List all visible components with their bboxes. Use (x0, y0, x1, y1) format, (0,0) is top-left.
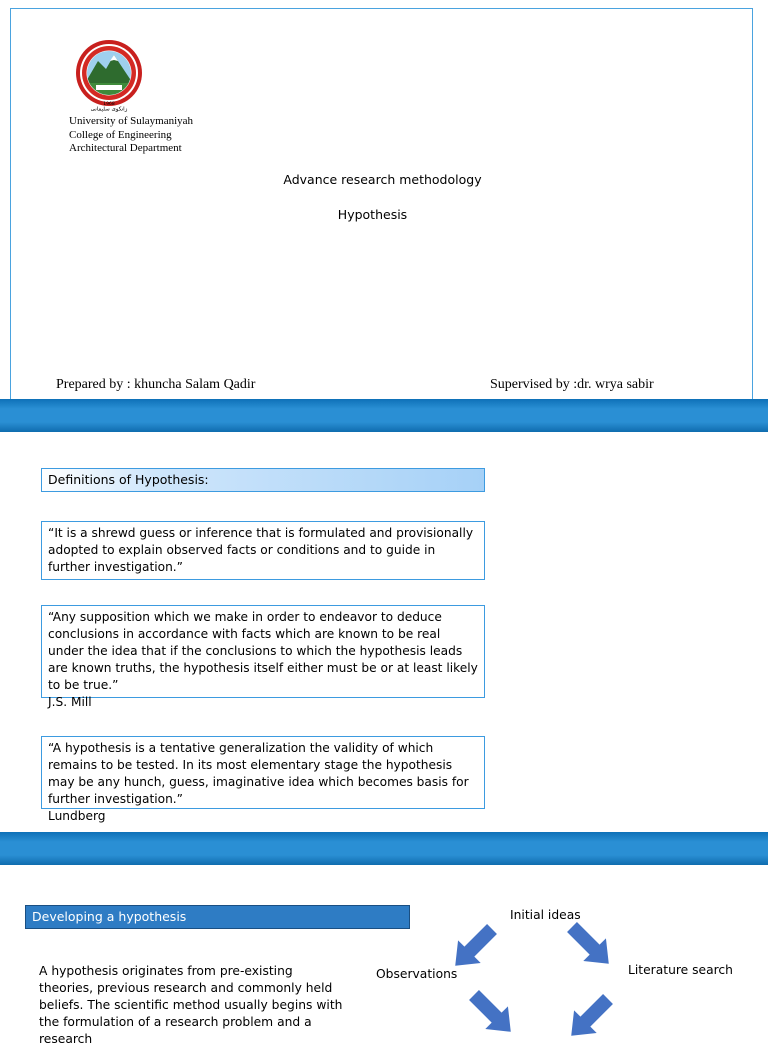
university-seal-icon (66, 39, 152, 111)
definitions-header: Definitions of Hypothesis: (41, 468, 485, 492)
cycle-arrow-icon (444, 918, 503, 977)
definition-box (41, 521, 485, 580)
institution-block (69, 115, 193, 156)
college-name: College of Engineering (69, 128, 172, 141)
definition-quote: “It is a shrewd guess or inference that is formulated and provisionally adopted to explain observed facts or conditions and to guide in further investigation.” (48, 526, 474, 574)
definition-quote: “Any supposition which we make in order to endeavor to deduce conclusions in accordance with facts which are known to be real under the idea that if the conclusions to which the hypothesis leads are known truths, the hypothesis itself either must be or at least likely to be true.” (48, 610, 478, 692)
definition-author: Lundberg (48, 809, 106, 823)
cycle-arrow-icon (463, 984, 522, 1043)
slide-divider (0, 399, 768, 432)
cycle-label-initial-ideas: Initial ideas (510, 908, 581, 922)
definition-box (41, 736, 485, 823)
university-name: University of Sulaymaniyah (69, 115, 194, 127)
cycle-arrow-icon (560, 988, 619, 1047)
seal-year: 1968 (103, 102, 115, 107)
hypothesis-cycle-diagram (430, 915, 630, 1024)
prepared-by: Prepared by : khuncha Salam Qadir (56, 377, 256, 392)
cycle-label-observations: Observations (376, 967, 458, 981)
developing-header: Developing a hypothesis (25, 905, 410, 929)
title-slide (10, 8, 753, 421)
topic-title: Hypothesis (337, 207, 408, 222)
cycle-arrow-icon (561, 916, 620, 975)
seal-arabic-caption: زانكوى سليمانى (90, 106, 128, 113)
definition-box (41, 605, 485, 709)
definition-quote: “A hypothesis is a tentative generalization the validity of which remains to be tested. In its most elementary stage the hypothesis may be any hunch, guess, imaginative idea which becomes basis for further investigation.” (48, 741, 469, 806)
definition-author: J.S. Mill (48, 695, 92, 709)
department-name: Architectural Department (69, 142, 182, 154)
course-title: Advance research methodology (283, 172, 482, 187)
supervised-by: Supervised by :dr. wrya sabir (490, 377, 654, 392)
slide-divider (0, 832, 768, 865)
developing-paragraph: A hypothesis originates from pre-existing theories, previous research and commonly held beliefs. The scientific method usually begins with the formulation of a research problem and a research (39, 964, 343, 1046)
cycle-label-literature-search: Literature search (628, 963, 733, 977)
